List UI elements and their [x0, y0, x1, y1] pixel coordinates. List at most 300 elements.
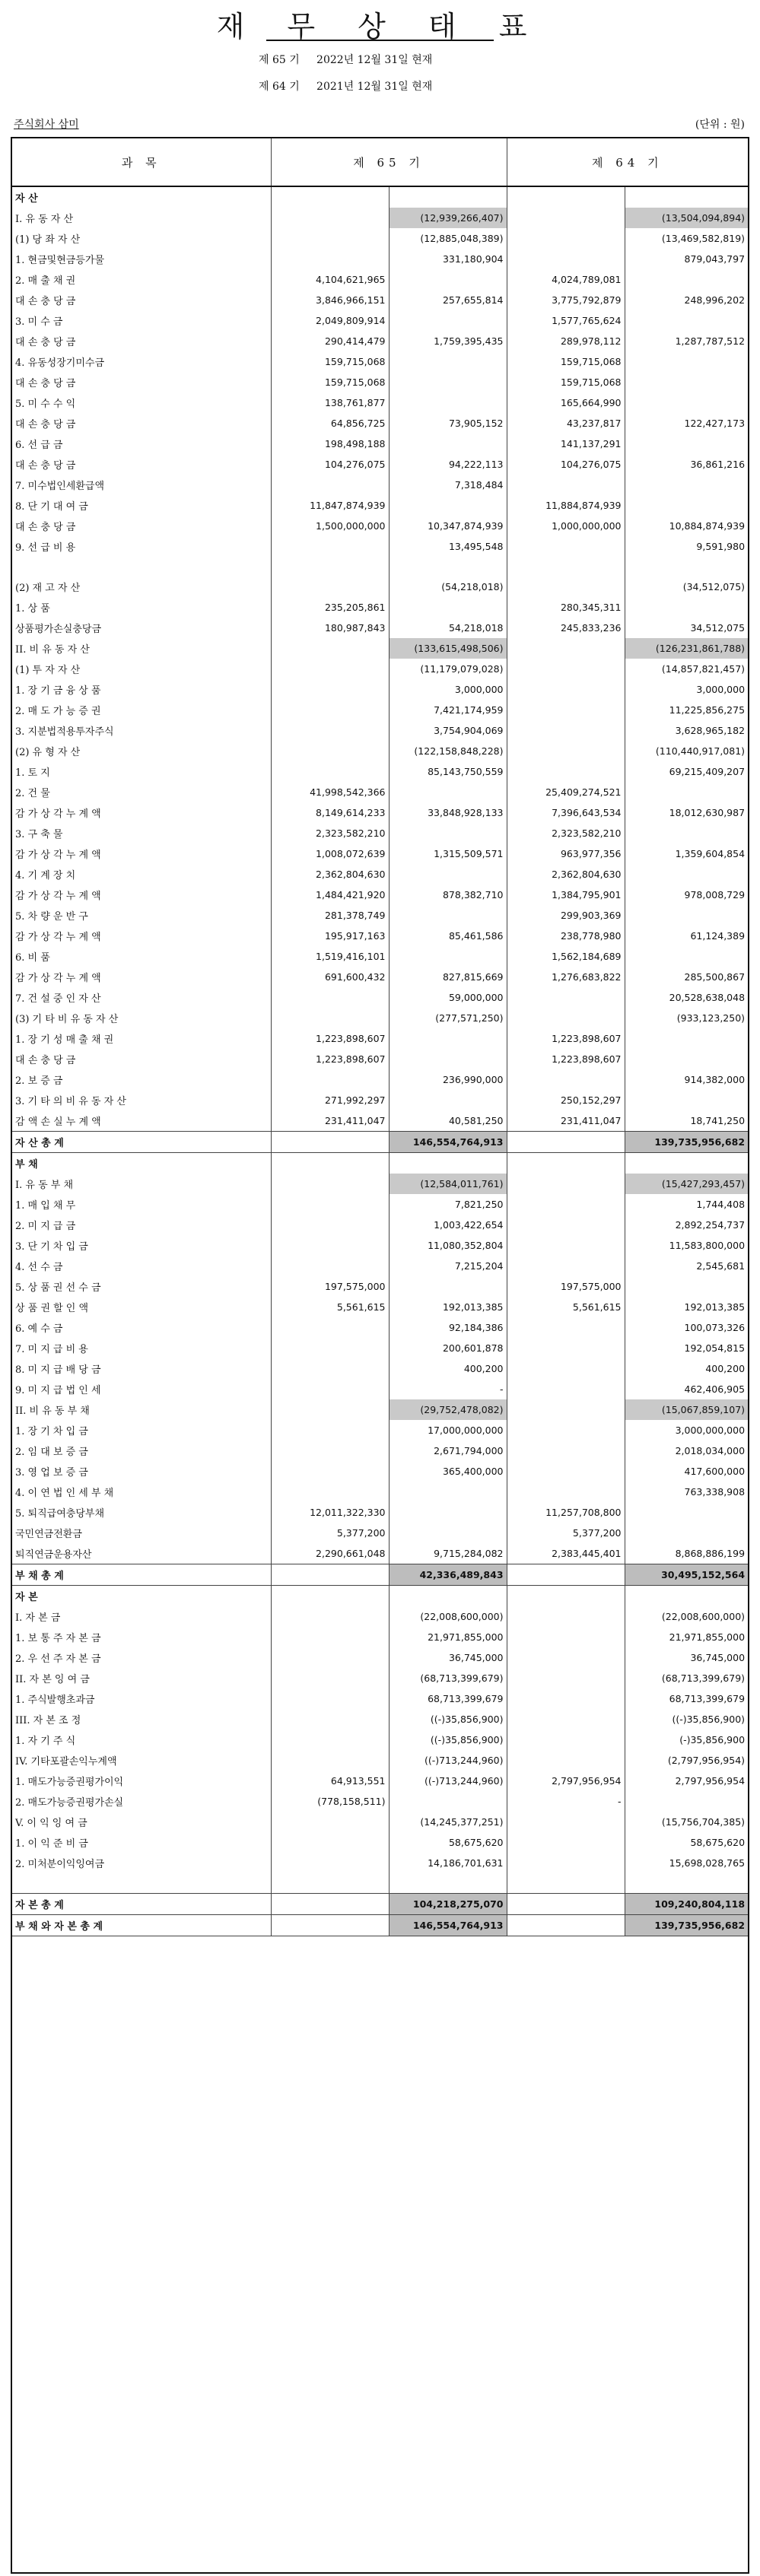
- account-label: 2. 미처분이익잉여금: [15, 1859, 104, 1870]
- table-row: [12, 1235, 748, 1256]
- amount-cell: [507, 1194, 625, 1215]
- amount-cell: [389, 372, 507, 392]
- amount-cell: [507, 1440, 625, 1461]
- amount-cell: 4,024,789,081: [507, 269, 625, 290]
- amount-cell: [507, 557, 625, 577]
- amount-cell: [389, 186, 507, 208]
- amount-cell: 290,414,479: [271, 331, 389, 351]
- amount-cell: 11,080,352,804: [389, 1235, 507, 1256]
- account-label: 1. 장 기 금 융 상 품: [15, 685, 101, 697]
- amount-cell: [507, 1461, 625, 1482]
- amount-cell: 289,978,112: [507, 331, 625, 351]
- amount-cell: 159,715,068: [271, 372, 389, 392]
- account-label: 2. 매도가능증권평가손실: [15, 1797, 124, 1809]
- table-row: [12, 516, 748, 536]
- amount-cell: (15,756,704,385): [625, 1812, 748, 1832]
- amount-cell: 417,600,000: [625, 1461, 748, 1482]
- amount-cell: 231,411,047: [271, 1110, 389, 1132]
- amount-cell: (14,857,821,457): [625, 659, 748, 679]
- amount-cell: (15,067,859,107): [625, 1399, 748, 1420]
- amount-cell: 58,675,620: [389, 1832, 507, 1853]
- amount-cell: 159,715,068: [507, 372, 625, 392]
- amount-cell: 10,347,874,939: [389, 516, 507, 536]
- amount-cell: 61,124,389: [625, 926, 748, 946]
- table-row: [12, 1461, 748, 1482]
- amount-cell: [507, 1709, 625, 1730]
- table-row: [12, 1153, 748, 1174]
- amount-cell: 2,545,681: [625, 1256, 748, 1276]
- amount-cell: [507, 1812, 625, 1832]
- account-label: 5. 차 량 운 반 구: [15, 911, 88, 923]
- amount-cell: [389, 557, 507, 577]
- table-row: [12, 392, 748, 413]
- amount-cell: 2,383,445,401: [507, 1543, 625, 1564]
- unit-label: (단위 : 원): [695, 119, 745, 131]
- amount-cell: [271, 1564, 389, 1586]
- amount-cell: 1,000,000,000: [507, 516, 625, 536]
- amount-cell: [625, 372, 748, 392]
- amount-cell: [507, 1668, 625, 1688]
- account-label: II. 비 유 동 부 채: [15, 1406, 90, 1417]
- amount-cell: 878,382,710: [389, 885, 507, 905]
- amount-cell: [625, 1153, 748, 1174]
- table-row: [12, 1853, 748, 1873]
- amount-cell: [271, 1915, 389, 1936]
- table-row: [12, 823, 748, 843]
- amount-cell: 159,715,068: [271, 351, 389, 372]
- table-row: [12, 1379, 748, 1399]
- amount-cell: 248,996,202: [625, 290, 748, 310]
- account-label: 6. 비 품: [15, 952, 50, 964]
- account-label: 1. 이 익 준 비 금: [15, 1838, 88, 1850]
- amount-cell: [389, 1090, 507, 1110]
- account-label: 2. 보 증 금: [15, 1075, 63, 1087]
- amount-cell: (68,713,399,679): [625, 1668, 748, 1688]
- amount-cell: [389, 269, 507, 290]
- amount-cell: [271, 475, 389, 495]
- account-label: (1) 당 좌 자 산: [15, 234, 81, 246]
- amount-cell: (29,752,478,082): [389, 1399, 507, 1420]
- amount-cell: [625, 1028, 748, 1049]
- amount-cell: 73,905,152: [389, 413, 507, 434]
- account-label: 부 채 와 자 본 총 계: [12, 1915, 271, 1936]
- amount-cell: [389, 1153, 507, 1174]
- amount-cell: ((-)35,856,900): [625, 1709, 748, 1730]
- amount-cell: 1,500,000,000: [271, 516, 389, 536]
- account-label: 5. 미 수 수 익: [15, 399, 76, 410]
- amount-cell: 257,655,814: [389, 290, 507, 310]
- account-label: 9. 선 급 비 용: [15, 542, 76, 554]
- table-row: [12, 864, 748, 885]
- account-label: 자 본 총 계: [12, 1894, 271, 1915]
- amount-cell: [507, 700, 625, 720]
- account-label: 3. 기 타 의 비 유 동 자 산: [15, 1096, 126, 1107]
- amount-cell: 2,362,804,630: [271, 864, 389, 885]
- amount-cell: [507, 761, 625, 782]
- amount-cell: [271, 1750, 389, 1771]
- amount-cell: (2,797,956,954): [625, 1750, 748, 1771]
- account-label: 7. 건 설 중 인 자 산: [15, 993, 101, 1005]
- amount-cell: -: [507, 1791, 625, 1812]
- amount-cell: 285,500,867: [625, 967, 748, 987]
- amount-cell: 1,484,421,920: [271, 885, 389, 905]
- account-label: 2. 매 도 가 능 증 권: [15, 706, 101, 717]
- table-row: [12, 761, 748, 782]
- amount-cell: [507, 1132, 625, 1153]
- amount-cell: 36,745,000: [625, 1647, 748, 1668]
- amount-cell: [389, 782, 507, 802]
- amount-cell: [507, 1174, 625, 1194]
- amount-cell: 3,000,000: [625, 679, 748, 700]
- header-previous-period: 제 64 기: [507, 138, 748, 186]
- account-label: 1. 현금및현금등가물: [15, 255, 104, 266]
- account-label: 6. 예 수 금: [15, 1323, 63, 1335]
- table-row: [12, 967, 748, 987]
- amount-cell: 827,815,669: [389, 967, 507, 987]
- amount-cell: [389, 864, 507, 885]
- amount-cell: 1,008,072,639: [271, 843, 389, 864]
- amount-cell: [389, 1873, 507, 1894]
- amount-cell: 236,990,000: [389, 1069, 507, 1090]
- amount-cell: [507, 1832, 625, 1853]
- amount-cell: [625, 946, 748, 967]
- table-row: [12, 946, 748, 967]
- amount-cell: [271, 1338, 389, 1358]
- account-label: III. 자 본 조 정: [15, 1715, 81, 1726]
- amount-cell: 978,008,729: [625, 885, 748, 905]
- amount-cell: 1,315,509,571: [389, 843, 507, 864]
- table-row: [12, 1812, 748, 1832]
- amount-cell: [389, 823, 507, 843]
- amount-cell: 192,013,385: [625, 1297, 748, 1317]
- amount-cell: 299,903,369: [507, 905, 625, 926]
- amount-cell: (22,008,600,000): [389, 1606, 507, 1627]
- amount-cell: 1,562,184,689: [507, 946, 625, 967]
- amount-cell: 17,000,000,000: [389, 1420, 507, 1440]
- period-current: [259, 52, 432, 67]
- amount-cell: [507, 1338, 625, 1358]
- table-row: [12, 249, 748, 269]
- amount-cell: (277,571,250): [389, 1008, 507, 1028]
- amount-cell: [625, 475, 748, 495]
- amount-cell: [271, 1853, 389, 1873]
- amount-cell: 94,222,113: [389, 454, 507, 475]
- amount-cell: 36,745,000: [389, 1647, 507, 1668]
- amount-cell: [271, 1606, 389, 1627]
- amount-cell: 5,561,615: [271, 1297, 389, 1317]
- account-label: (1) 투 자 자 산: [15, 665, 81, 676]
- amount-cell: [507, 1482, 625, 1502]
- amount-cell: [271, 1812, 389, 1832]
- amount-cell: [625, 269, 748, 290]
- account-label: 2. 미 지 급 금: [15, 1221, 76, 1232]
- amount-cell: [507, 1317, 625, 1338]
- account-label: 2. 건 물: [15, 788, 50, 799]
- amount-cell: [507, 1256, 625, 1276]
- table-row: [12, 597, 748, 618]
- amount-cell: 2,362,804,630: [507, 864, 625, 885]
- account-label: 7. 미수법인세환급액: [15, 481, 104, 492]
- amount-cell: 15,698,028,765: [625, 1853, 748, 1873]
- table-row: [12, 269, 748, 290]
- amount-cell: 1,359,604,854: [625, 843, 748, 864]
- amount-cell: [271, 1647, 389, 1668]
- amount-cell: [271, 228, 389, 249]
- amount-cell: 5,561,615: [507, 1297, 625, 1317]
- account-label: (3) 기 타 비 유 동 자 산: [15, 1014, 119, 1025]
- amount-cell: 10,884,874,939: [625, 516, 748, 536]
- account-label: 4. 유동성장기미수금: [15, 357, 104, 369]
- amount-cell: 104,218,275,070: [389, 1894, 507, 1915]
- balance-sheet-table: [12, 138, 748, 1936]
- account-label: [12, 557, 271, 577]
- amount-cell: 231,411,047: [507, 1110, 625, 1132]
- amount-cell: 20,528,638,048: [625, 987, 748, 1008]
- amount-cell: 197,575,000: [271, 1276, 389, 1297]
- table-row: [12, 638, 748, 659]
- table-row: [12, 1069, 748, 1090]
- amount-cell: [271, 1358, 389, 1379]
- header-current-period: 제 65 기: [271, 138, 507, 186]
- amount-cell: 5,377,200: [507, 1523, 625, 1543]
- amount-cell: [271, 1153, 389, 1174]
- table-row: [12, 700, 748, 720]
- amount-cell: 36,861,216: [625, 454, 748, 475]
- amount-cell: 64,856,725: [271, 413, 389, 434]
- amount-cell: 3,846,966,151: [271, 290, 389, 310]
- amount-cell: 9,715,284,082: [389, 1543, 507, 1564]
- account-label: 1. 자 기 주 식: [15, 1736, 76, 1747]
- table-row: [12, 802, 748, 823]
- amount-cell: 18,012,630,987: [625, 802, 748, 823]
- table-row: [12, 454, 748, 475]
- table-row: [12, 413, 748, 434]
- account-label: 감 가 상 각 누 계 액: [15, 808, 101, 820]
- amount-cell: 85,461,586: [389, 926, 507, 946]
- amount-cell: [625, 557, 748, 577]
- amount-cell: (133,615,498,506): [389, 638, 507, 659]
- amount-cell: [271, 1688, 389, 1709]
- amount-cell: (54,218,018): [389, 577, 507, 597]
- amount-cell: [271, 1194, 389, 1215]
- account-label: 감 가 상 각 누 계 액: [15, 850, 101, 861]
- amount-cell: 68,713,399,679: [389, 1688, 507, 1709]
- account-label: 부 채: [15, 1159, 38, 1170]
- amount-cell: [625, 782, 748, 802]
- amount-cell: (122,158,848,228): [389, 741, 507, 761]
- amount-cell: 54,218,018: [389, 618, 507, 638]
- amount-cell: 250,152,297: [507, 1090, 625, 1110]
- amount-cell: 7,421,174,959: [389, 700, 507, 720]
- account-label: 3. 미 수 금: [15, 316, 63, 328]
- amount-cell: [625, 1090, 748, 1110]
- amount-cell: [271, 1420, 389, 1440]
- amount-cell: 9,591,980: [625, 536, 748, 557]
- table-row: [12, 1420, 748, 1440]
- amount-cell: 2,671,794,000: [389, 1440, 507, 1461]
- account-label: 감 가 상 각 누 계 액: [15, 973, 101, 984]
- account-label: 3. 지분법적용투자주식: [15, 726, 114, 738]
- table-row: [12, 885, 748, 905]
- amount-cell: [389, 1502, 507, 1523]
- amount-cell: 14,186,701,631: [389, 1853, 507, 1873]
- amount-cell: [625, 1873, 748, 1894]
- amount-cell: [507, 638, 625, 659]
- amount-cell: 195,917,163: [271, 926, 389, 946]
- table-row: [12, 577, 748, 597]
- amount-cell: [507, 1894, 625, 1915]
- amount-cell: [271, 186, 389, 208]
- amount-cell: [507, 1153, 625, 1174]
- amount-cell: 85,143,750,559: [389, 761, 507, 782]
- amount-cell: [271, 1132, 389, 1153]
- period-date: 2022년 12월 31일 현재: [316, 54, 433, 66]
- amount-cell: [625, 1276, 748, 1297]
- amount-cell: [507, 1647, 625, 1668]
- amount-cell: [271, 720, 389, 741]
- table-row: [12, 372, 748, 392]
- amount-cell: 2,797,956,954: [507, 1771, 625, 1791]
- table-row: [12, 1338, 748, 1358]
- amount-cell: 11,257,708,800: [507, 1502, 625, 1523]
- amount-cell: [271, 1586, 389, 1607]
- table-row: [12, 1256, 748, 1276]
- table-row: [12, 1194, 748, 1215]
- amount-cell: [507, 1379, 625, 1399]
- amount-cell: 109,240,804,118: [625, 1894, 748, 1915]
- account-label: I. 유 동 부 채: [15, 1180, 74, 1191]
- account-label: 4. 이 연 법 인 세 부 채: [15, 1488, 114, 1499]
- amount-cell: 92,184,386: [389, 1317, 507, 1338]
- amount-cell: 1,223,898,607: [507, 1028, 625, 1049]
- amount-cell: [271, 1482, 389, 1502]
- account-label: 대 손 충 당 금: [15, 337, 76, 348]
- account-label: II. 비 유 동 자 산: [15, 644, 90, 656]
- amount-cell: 146,554,764,913: [389, 1915, 507, 1936]
- amount-cell: (12,939,266,407): [389, 208, 507, 228]
- table-row: [12, 905, 748, 926]
- amount-cell: [271, 1069, 389, 1090]
- amount-cell: 192,054,815: [625, 1338, 748, 1358]
- amount-cell: [507, 249, 625, 269]
- amount-cell: [271, 208, 389, 228]
- amount-cell: [271, 1730, 389, 1750]
- amount-cell: 146,554,764,913: [389, 1132, 507, 1153]
- amount-cell: [507, 1915, 625, 1936]
- account-label: 8. 미 지 급 배 당 금: [15, 1364, 101, 1376]
- amount-cell: 2,290,661,048: [271, 1543, 389, 1564]
- table-row: [12, 1606, 748, 1627]
- amount-cell: [507, 1853, 625, 1873]
- account-label: 상 품 권 할 인 액: [15, 1303, 89, 1314]
- amount-cell: 5,377,200: [271, 1523, 389, 1543]
- table-row: [12, 208, 748, 228]
- amount-cell: [271, 1174, 389, 1194]
- account-label: 4. 선 수 금: [15, 1262, 63, 1273]
- amount-cell: [625, 351, 748, 372]
- table-row: [12, 1317, 748, 1338]
- amount-cell: 25,409,274,521: [507, 782, 625, 802]
- table-row: [12, 1586, 748, 1607]
- account-label: 대 손 충 당 금: [15, 296, 76, 307]
- amount-cell: [271, 249, 389, 269]
- amount-cell: 122,427,173: [625, 413, 748, 434]
- amount-cell: 238,778,980: [507, 926, 625, 946]
- table-row: [12, 1564, 748, 1586]
- table-row: [12, 331, 748, 351]
- amount-cell: 165,664,990: [507, 392, 625, 413]
- table-row: [12, 1399, 748, 1420]
- amount-cell: 763,338,908: [625, 1482, 748, 1502]
- amount-cell: [507, 1873, 625, 1894]
- amount-cell: [507, 1564, 625, 1586]
- blank-row: [12, 1873, 748, 1894]
- amount-cell: [625, 392, 748, 413]
- amount-cell: (13,469,582,819): [625, 228, 748, 249]
- blank-row: [12, 557, 748, 577]
- table-row: [12, 1543, 748, 1564]
- amount-cell: 8,149,614,233: [271, 802, 389, 823]
- account-label: 1. 매도가능증권평가이익: [15, 1777, 124, 1788]
- table-row: [12, 679, 748, 700]
- amount-cell: [507, 741, 625, 761]
- amount-cell: [271, 1461, 389, 1482]
- amount-cell: [271, 1235, 389, 1256]
- amount-cell: [625, 434, 748, 454]
- amount-cell: [625, 310, 748, 331]
- amount-cell: (15,427,293,457): [625, 1174, 748, 1194]
- amount-cell: 1,759,395,435: [389, 331, 507, 351]
- account-label: 2. 임 대 보 증 금: [15, 1447, 88, 1458]
- amount-cell: 139,735,956,682: [625, 1132, 748, 1153]
- amount-cell: 13,495,548: [389, 536, 507, 557]
- amount-cell: [507, 475, 625, 495]
- amount-cell: (933,123,250): [625, 1008, 748, 1028]
- amount-cell: [271, 577, 389, 597]
- amount-cell: 2,797,956,954: [625, 1771, 748, 1791]
- amount-cell: 7,318,484: [389, 475, 507, 495]
- period-term: 제 65 기: [259, 54, 300, 66]
- amount-cell: 235,205,861: [271, 597, 389, 618]
- table-row: [12, 1771, 748, 1791]
- table-row: [12, 1750, 748, 1771]
- amount-cell: [389, 1482, 507, 1502]
- amount-cell: (778,158,511): [271, 1791, 389, 1812]
- amount-cell: [271, 557, 389, 577]
- amount-cell: 271,992,297: [271, 1090, 389, 1110]
- account-label: I. 유 동 자 산: [15, 214, 74, 225]
- amount-cell: [625, 1049, 748, 1069]
- amount-cell: ((-)35,856,900): [389, 1709, 507, 1730]
- account-label: I. 자 본 금: [15, 1612, 61, 1624]
- account-label: 5. 퇴직급여충당부채: [15, 1508, 104, 1520]
- table-row: [12, 310, 748, 331]
- table-body: [12, 186, 748, 1936]
- account-label: 3. 영 업 보 증 금: [15, 1467, 88, 1479]
- amount-cell: (34,512,075): [625, 577, 748, 597]
- amount-cell: 280,345,311: [507, 597, 625, 618]
- amount-cell: 462,406,905: [625, 1379, 748, 1399]
- amount-cell: [271, 1627, 389, 1647]
- amount-cell: [389, 905, 507, 926]
- amount-cell: 100,073,326: [625, 1317, 748, 1338]
- account-label: 감 가 상 각 누 계 액: [15, 932, 101, 943]
- table-row: [12, 741, 748, 761]
- amount-cell: [271, 1008, 389, 1028]
- amount-cell: [389, 1049, 507, 1069]
- table-row: [12, 782, 748, 802]
- amount-cell: 11,884,874,939: [507, 495, 625, 516]
